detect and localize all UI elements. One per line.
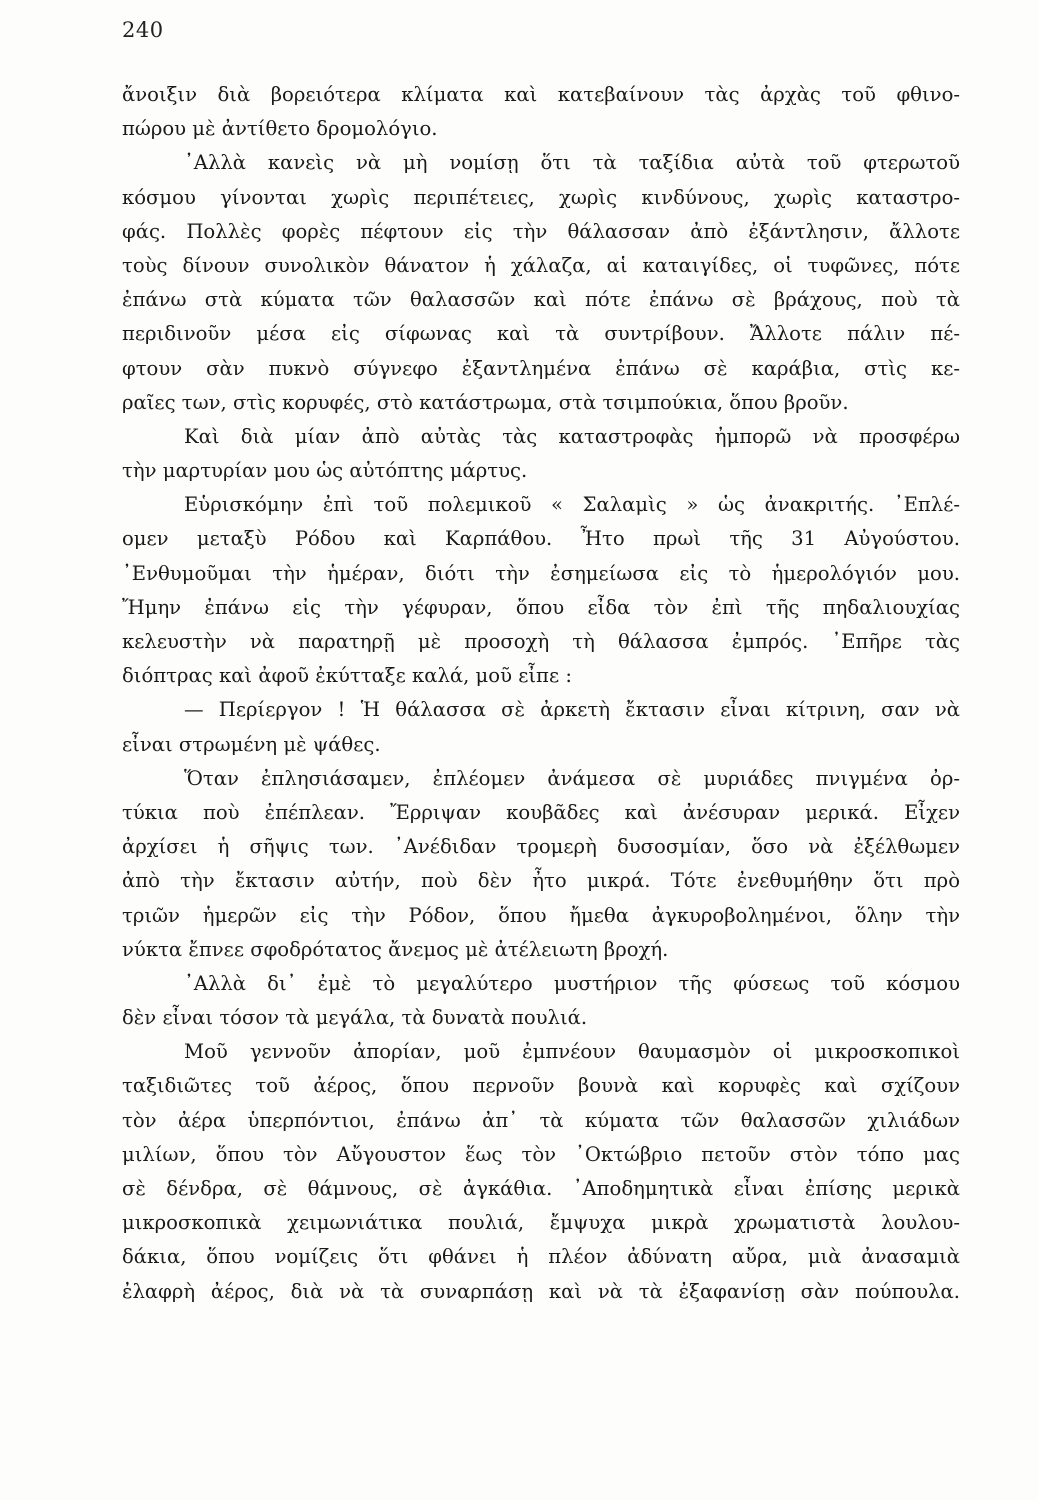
text-line: τοὺς δίνουν συνολικὸν θάνατον ἡ χάλαζα, αἱ καταιγίδες, οἱ τυφῶνες, πότε <box>122 253 960 277</box>
text-line: τὸν ἀέρα ὑπερπόντιοι, ἐπάνω ἀπ᾿ τὰ κύματα τῶν θαλασσῶν χιλιάδων <box>122 1108 960 1132</box>
text-line: — Περίεργον ! Ἡ θάλασσα σὲ ἀρκετὴ ἔκτασιν εἶναι κίτρινη, σαν νὰ <box>184 698 960 722</box>
text-line: ἀπὸ τὴν ἔκτασιν αὐτήν, ποὺ δὲν ἦτο μικρά. Τότε ἐνεθυμήθην ὅτι πρὸ <box>122 869 960 893</box>
text-line: τριῶν ἡμερῶν εἰς τὴν Ρόδον, ὅπου ἤμεθα ἀγκυροβολημένοι, ὅλην τὴν <box>122 903 960 927</box>
text-line: ἄνοιξιν διὰ βορειότερα κλίματα καὶ κατεβαίνουν τὰς ἀρχὰς τοῦ φθινο- <box>122 83 960 106</box>
text-line: εἶναι στρωμένη μὲ ψάθες. <box>122 732 381 756</box>
text-line: ραῖες των, στὶς κορυφές, στὸ κατάστρωμα, στὰ τσιμπούκια, ὅπου βροῦν. <box>122 390 849 414</box>
text-line: δάκια, ὅπου νομίζεις ὅτι φθάνει ἡ πλέον ἀδύνατη αὔρα, μιὰ ἀνασαμιὰ <box>122 1245 960 1269</box>
text-line: πώρου μὲ ἀντίθετο δρομολόγιο. <box>122 117 438 141</box>
text-line: μιλίων, ὅπου τὸν Αὔγουστον ἕως τὸν ᾿Οκτώβριο πετοῦν στὸν τόπο μας <box>122 1142 960 1166</box>
text-line: κελευστὴν νὰ παρατηρῇ μὲ προσοχὴ τὴ θάλασσα ἐμπρός. ᾿Επῆρε τὰς <box>122 630 960 653</box>
text-line: φτουν σὰν πυκνὸ σύγνεφο ἐξαντλημένα ἐπάνω σὲ καράβια, στὶς κε- <box>122 356 960 380</box>
text-line: Εὑρισκόμην ἐπὶ τοῦ πολεμικοῦ « Σαλαμὶς » ὡς ἀνακριτής. ᾿Επλέ- <box>184 493 960 517</box>
text-line: σὲ δένδρα, σὲ θάμνους, σὲ ἀγκάθια. ᾿Αποδημητικὰ εἶναι ἐπίσης μερικὰ <box>122 1177 960 1200</box>
text-line: ἐλαφρὴ ἀέρος, διὰ νὰ τὰ συναρπάσῃ καὶ νὰ τὰ ἐξαφανίσῃ σὰν πούπουλα. <box>122 1279 960 1303</box>
text-line: τὴν μαρτυρίαν μου ὡς αὐτόπτης μάρτυς. <box>122 459 528 483</box>
text-line: τύκια ποὺ ἐπέπλεαν. Ἔρριψαν κουβᾶδες καὶ ἀνέσυραν μερικά. Εἶχεν <box>122 800 960 824</box>
body-text <box>122 78 960 1309</box>
text-line: Ἤμην ἐπάνω εἰς τὴν γέφυραν, ὅπου εἶδα τὸν ἐπὶ τῆς πηδαλιουχίας <box>122 595 960 619</box>
text-line: φάς. Πολλὲς φορὲς πέφτουν εἰς τὴν θάλασσαν ἀπὸ ἐξάντλησιν, ἄλλοτε <box>122 219 960 243</box>
text-line: ᾿Ενθυμοῦμαι τὴν ἡμέραν, διότι τὴν ἐσημείωσα εἰς τὸ ἡμερολόγιόν μου. <box>122 561 960 585</box>
text-line: Ὅταν ἐπλησιάσαμεν, ἐπλέομεν ἀνάμεσα σὲ μυριάδες πνιγμένα ὀρ- <box>184 766 960 790</box>
text-line: ταξιδιῶτες τοῦ ἀέρος, ὅπου περνοῦν βουνὰ καὶ κορυφὲς καὶ σχίζουν <box>122 1074 960 1098</box>
page-number: 240 <box>122 18 164 42</box>
text-line: ἐπάνω στὰ κύματα τῶν θαλασσῶν καὶ πότε ἐπάνω σὲ βράχους, ποὺ τὰ <box>122 288 960 312</box>
text-line: ομεν μεταξὺ Ρόδου καὶ Καρπάθου. Ἦτο πρωὶ τῆς 31 Αὐγούστου. <box>122 527 960 551</box>
text-line: ᾿Αλλὰ κανεὶς νὰ μὴ νομίσῃ ὅτι τὰ ταξίδια αὐτὰ τοῦ φτερωτοῦ <box>184 151 960 175</box>
text-line: Καὶ διὰ μίαν ἀπὸ αὐτὰς τὰς καταστροφὰς ἠμπορῶ νὰ προσφέρω <box>184 424 960 448</box>
text-line: ᾿Αλλὰ δι᾿ ἐμὲ τὸ μεγαλύτερο μυστήριον τῆς φύσεως τοῦ κόσμου <box>184 971 960 995</box>
text-line: περιδινοῦν μέσα εἰς σίφωνας καὶ τὰ συντρίβουν. Ἄλλοτε πάλιν πέ- <box>122 322 960 346</box>
text-line: Μοῦ γεννοῦν ἀπορίαν, μοῦ ἐμπνέουν θαυμασμὸν οἱ μικροσκοπικοὶ <box>184 1040 960 1064</box>
text-line: νύκτα ἔπνεε σφοδρότατος ἄνεμος μὲ ἀτέλειωτη βροχή. <box>122 937 669 961</box>
text-line: δὲν εἶναι τόσον τὰ μεγάλα, τὰ δυνατὰ πουλιά. <box>122 1006 588 1030</box>
text-line: μικροσκοπικὰ χειμωνιάτικα πουλιά, ἔμψυχα μικρὰ χρωματιστὰ λουλου- <box>122 1211 960 1235</box>
text-line: ἀρχίσει ἡ σῆψις των. ᾿Ανέδιδαν τρομερὴ δυσοσμίαν, ὅσο νὰ ἐξέλθωμεν <box>122 835 960 859</box>
text-line: διόπτρας καὶ ἀφοῦ ἐκύτταξε καλά, μοῦ εἶπε : <box>122 664 572 688</box>
text-line: κόσμου γίνονται χωρὶς περιπέτειες, χωρὶς κινδύνους, χωρὶς καταστρο- <box>122 185 960 209</box>
